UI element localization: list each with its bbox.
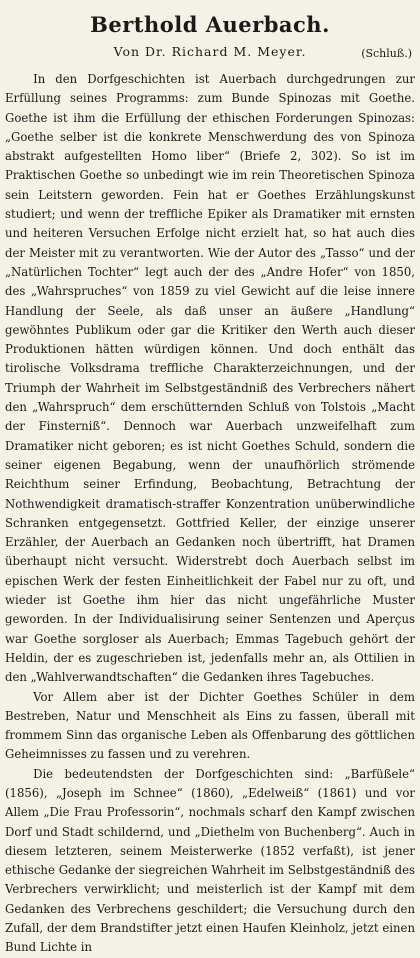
paragraph-2: Vor Allem aber ist der Dichter Goethes Schüler in dem Bestreben, Natur und Menschheit als Eins zu fassen, überall mit frommem Sinn das organische Leben als Offenbarung des göttlichen Geheimnisses zu fassen und zu verehren. bbox=[5, 689, 415, 762]
paragraph-1: In den Dorfgeschichten ist Auerbach durchgedrungen zur Erfüllung seines Programms: zum Bunde Spinozas mit Goethe. Goethe ist ihm die Erfüllung der ethischen Forderungen Spinozas: „Goethe selber ist die konkrete Menschwerdung des von Spinoza abstrakt aufgestellten Homo liber“ (Briefe 2, 302). So ist im Praktischen Goethe so unbedingt wie im rein Theoretischen Spinoza sein Leitstern geworden. Fein hat er Goethes Erzählungskunst studiert; und wenn der treffliche Epiker als Dramatiker mit ernsten und heiteren Versuchen Erfolge nicht erzielt hat, so hat auch dies der Meister mit zu verantworten. Wie der Autor des „Tasso“ und der „Natürlichen Tochter“ legt auch der des „Andre Hofer“ von 1850, des „Wahrspruches“ von 1859 zu viel Gewicht auf die leise innere Handlung der Seele, als daß unser an äußere „Handlung“ gewöhntes Publikum oder gar die Kritiker den Werth auch dieser Produktionen hätten würdigen können. Und doch enthält das tirolische Volksdrama treffliche Charakterzeichnungen, und der Triumph der Wahrheit im Selbstgeständniß des Verbrechers nähert den „Wahrspruch“ dem erschütternden Schluß von Tolstois „Macht der Finsterniß“. Dennoch war Auerbach unzweifelhaft zum Dramatiker nicht geboren; es ist nicht Goethes Schuld, sondern die seiner eigenen Begabung, wenn der unaufhörlich strömende Reichthum seiner Erfindung, Beobachtung, Betrachtung der Nothwendigkeit dramatisch-straffer Konzentration unüberwindliche Schranken entgegensetzt. Gottfried Keller, der einzige unserer Erzähler, der Auerbach an Gedanken noch übertrifft, hat Dramen überhaupt nicht versucht. Widerstrebt doch Auerbach selbst im epischen Werk der festen Einheitlichkeit der Fabel nur zu oft, und wieder ist Goethe ihm hier das nicht ungefährliche Muster geworden. In der Individualisirung seiner Sentenzen und Aperçus war Goethe sorgloser als Auerbach; Emmas Tagebuch gehört der Heldin, der es zugeschrieben ist, jedenfalls mehr an, als Ottilien in den „Wahlverwandtschaften“ die Gedanken ihres Tagebuches. bbox=[5, 72, 415, 685]
paragraph-3: Die bedeutendsten der Dorfgeschichten sind: „Barfüßele“ (1856), „Joseph im Schnee“ (1860), „Edelweiß“ (1861) und vor Allem „Die Frau Professorin“, nochmals scharf den Kampf zwischen Dorf und Stadt schildernd, und „Diethelm von Buchenberg“. Auch in diesem letzteren, seinem Meisterwerke (1852 verfaßt), ist jener ethische Gedanke der siegreichen Wahrheit im Selbstgeständniß des Verbrechers verwirklicht; und meisterlich ist der Kampf mit dem Gedanken des Verbrechens geschildert; die Versuchung durch den Zufall, der dem Brandstifter jetzt einen Haufen Kleinholz, jetzt einen Bund Lichte in bbox=[5, 766, 415, 955]
byline bbox=[5, 40, 415, 64]
continuation-note: (Schluß.) bbox=[361, 47, 412, 60]
author-line: Von Dr. Richard M. Meyer. bbox=[113, 44, 307, 59]
article-title: Berthold Auerbach. bbox=[90, 12, 330, 37]
